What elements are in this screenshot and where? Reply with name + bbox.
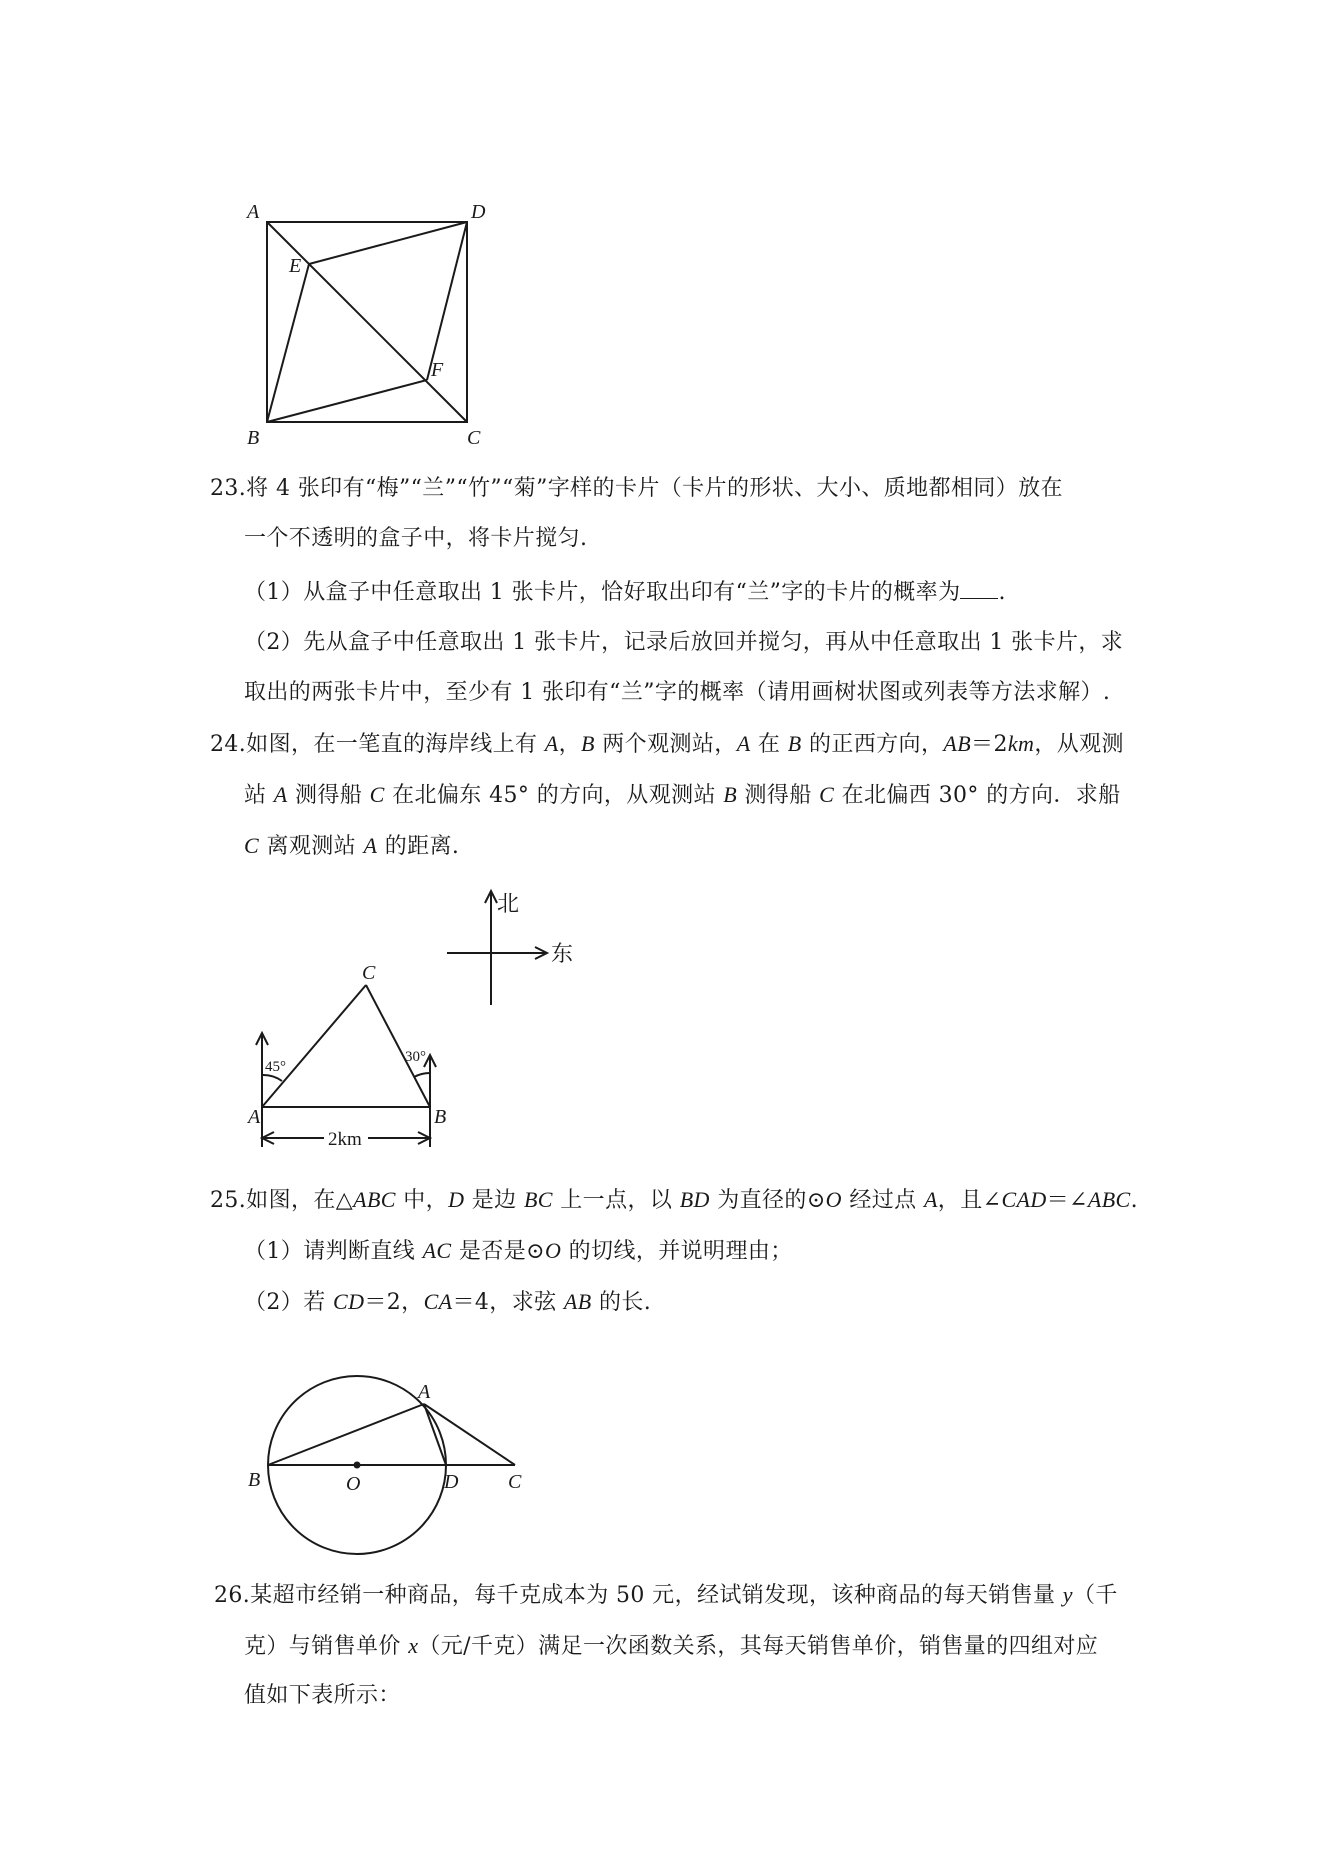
var-abc: ABC (1087, 1187, 1131, 1212)
q25-text: ＝∠ (1046, 1188, 1088, 1213)
var-o: O (825, 1187, 842, 1212)
q25-text: 上一点，以 (552, 1188, 680, 1213)
q24-text: 测得船 (287, 783, 370, 808)
var-bd: BD (679, 1187, 710, 1212)
var-a: A (736, 731, 751, 756)
var-a: A (544, 731, 559, 756)
var-cad: CAD (1001, 1187, 1047, 1212)
unit-km: km (1007, 731, 1035, 756)
q24-line1 (210, 729, 1124, 760)
q25-part2 (244, 1287, 651, 1318)
distance-label: 2km (328, 1129, 362, 1150)
q23-part1-text: （1）从盒子中任意取出 1 张卡片，恰好取出印有“兰”字的卡片的概率为 (244, 580, 961, 605)
label-b: B (434, 1106, 447, 1128)
var-x: x (408, 1633, 419, 1658)
q25-text: （2）若 (244, 1290, 333, 1315)
var-b: B (723, 782, 738, 807)
q25-text: ＝2， (364, 1290, 424, 1315)
q25-text: 的切线，并说明理由； (561, 1239, 793, 1264)
q24-text: ＝2 (971, 732, 1008, 757)
label-a: A (248, 1106, 261, 1128)
q25-text: 的长. (591, 1290, 652, 1315)
q24-text: 在北偏西 30° 的方向．求船 (834, 783, 1121, 808)
q26-text: 26.某超市经销一种商品，每千克成本为 50 元，经试销发现，该种商品的每天销售量 (214, 1583, 1063, 1608)
q23-part1 (244, 576, 1006, 608)
label-e: E (289, 255, 302, 277)
q24-text: 在北偏东 45° 的方向，从观测站 (384, 783, 724, 808)
q24-text: 两个观测站， (594, 732, 737, 757)
q23-stem-line1: 23.将 4 张印有“梅”“兰”“竹”“菊”字样的卡片（卡片的形状、大小、质地都相同）放在 (210, 476, 1063, 501)
q24-text: 在 (750, 732, 788, 757)
var-b: B (787, 731, 802, 756)
figure-circle-tangent (240, 1360, 550, 1560)
q25-text: ，且∠ (937, 1188, 1002, 1213)
q25-text: 为直径的⊙ (709, 1188, 826, 1213)
q24-line2 (244, 780, 1121, 811)
var-y: y (1062, 1582, 1073, 1607)
q26-line2 (244, 1631, 1098, 1662)
label-c: C (362, 962, 376, 984)
q24-text: 站 (244, 783, 274, 808)
label-o: O (346, 1473, 361, 1495)
q24-text: 离观测站 (259, 834, 364, 859)
q25-part1 (244, 1236, 793, 1267)
q25-text: 中， (395, 1188, 449, 1213)
q24-text: 的距离. (377, 834, 460, 859)
q23-part1-end: . (998, 580, 1006, 605)
q24-text: ，从观测 (1034, 732, 1124, 757)
q23-part2-line1: （2）先从盒子中任意取出 1 张卡片，记录后放回并搅匀，再从中任意取出 1 张卡片，求 (244, 630, 1124, 655)
q23-stem-line2: 一个不透明的盒子中，将卡片搅匀. (244, 526, 588, 551)
q25-text: 25.如图，在△ (210, 1188, 354, 1213)
var-a: A (273, 782, 288, 807)
q26-text: 克）与销售单价 (244, 1634, 409, 1659)
label-a: A (418, 1381, 431, 1403)
var-a: A (363, 833, 378, 858)
label-f: F (431, 359, 444, 381)
var-cd: CD (333, 1289, 365, 1314)
q24-text: 的正西方向， (801, 732, 944, 757)
q24-text: 测得船 (737, 783, 820, 808)
answer-blank (960, 576, 998, 599)
var-a: A (923, 1187, 938, 1212)
angle-45-label: 45° (265, 1059, 286, 1075)
var-c: C (244, 833, 260, 858)
var-ca: CA (423, 1289, 453, 1314)
label-b: B (247, 427, 260, 449)
label-b: B (248, 1469, 261, 1491)
q26-line3: 值如下表所示： (244, 1683, 401, 1708)
q25-text: （1）请判断直线 (244, 1239, 423, 1264)
q25-text: ＝4，求弦 (452, 1290, 564, 1315)
var-ac: AC (422, 1238, 452, 1263)
angle-30-label: 30° (405, 1049, 426, 1065)
q24-text: ， (558, 732, 582, 757)
east-label: 东 (551, 941, 574, 966)
center-dot (354, 1462, 361, 1469)
q24-text: 24.如图，在一笔直的海岸线上有 (210, 732, 545, 757)
var-d: D (448, 1187, 465, 1212)
var-c: C (819, 782, 835, 807)
q23-part2-line2: 取出的两张卡片中，至少有 1 张印有“兰”字的概率（请用画树状图或列表等方法求解）. (244, 680, 1111, 705)
north-label: 北 (497, 891, 520, 916)
var-o: O (544, 1238, 562, 1263)
figure-observation-triangle (240, 955, 470, 1155)
var-abc: ABC (353, 1187, 396, 1212)
q26-text: （千 (1072, 1583, 1118, 1608)
var-ab: AB (943, 731, 972, 756)
q25-text: 经过点 (841, 1188, 924, 1213)
figure-square-abcd (245, 198, 515, 458)
label-a: A (247, 201, 260, 223)
q25-line1 (210, 1185, 1138, 1216)
q25-text: . (1130, 1188, 1139, 1213)
var-ab: AB (563, 1289, 592, 1314)
var-b: B (581, 731, 595, 756)
q26-line1 (214, 1580, 1118, 1611)
var-bc: BC (523, 1187, 553, 1212)
q26-text: （元/千克）满足一次函数关系，其每天销售单价，销售量的四组对应 (418, 1634, 1099, 1659)
q25-text: 是边 (464, 1188, 524, 1213)
label-d: D (444, 1471, 459, 1493)
q25-text: 是否是⊙ (451, 1239, 545, 1264)
var-c: C (369, 782, 385, 807)
label-d: D (471, 201, 486, 223)
label-c: C (508, 1471, 522, 1493)
q24-line3 (244, 831, 459, 862)
label-c: C (467, 427, 481, 449)
